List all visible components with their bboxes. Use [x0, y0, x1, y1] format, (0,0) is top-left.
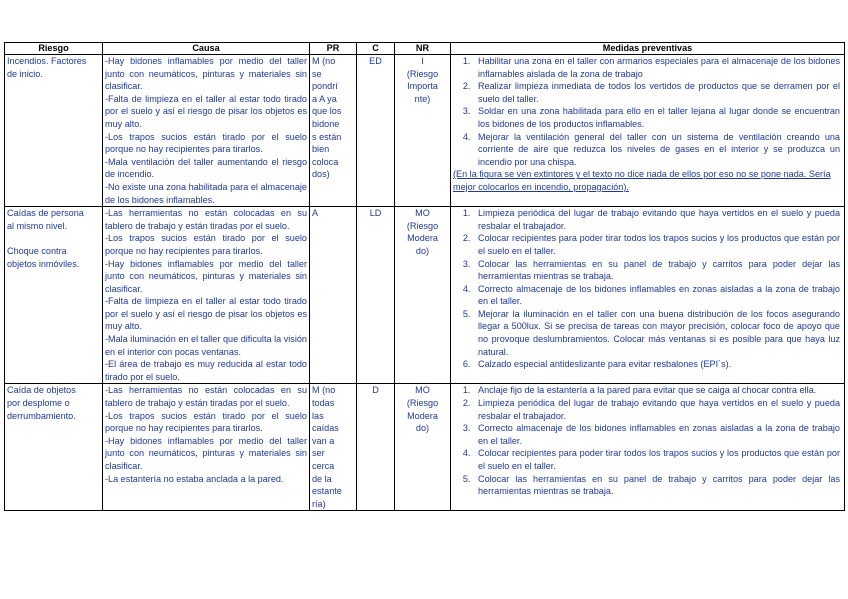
medida-item: 2. Limpieza periódica del lugar de trabajo evitando que haya vertidos en el suelo y pueda resbalar el trabajador. [473, 397, 840, 422]
nr-line: do) [415, 423, 430, 434]
c-cell: ED [357, 55, 395, 207]
nr-line: Modera [407, 233, 438, 244]
pr-line: pondrí [312, 81, 338, 92]
medidas-cell [451, 384, 845, 511]
medida-item: 5. Colocar las herramientas en su panel de trabajo y carritos para poder dejar las herramientas mientras se trabaja. [473, 473, 840, 498]
medida-item: 2. Realizar limpieza inmediata de todos los vertidos de productos que se derramen por el suelo del taller. [473, 80, 840, 105]
header-medidas: Medidas preventivas [451, 43, 845, 55]
medida-item: 2. Colocar recipientes para poder tirar todos los trapos sucios y los productos que están por el suelo en el taller. [473, 232, 840, 257]
riesgo-cell [5, 384, 103, 511]
nr-line: Importa [407, 81, 438, 92]
medida-item: 3. Correcto almacenaje de los bidones inflamables en zonas aisladas a la zona de trabajo en el taller. [473, 422, 840, 447]
risk-assessment-table [4, 42, 845, 511]
nr-line: nte) [414, 93, 431, 104]
pr-line: A [312, 208, 319, 219]
causa-item: -Mala iluminación en el taller que dificulta la visión en el interior con pocas ventanas. [105, 334, 307, 357]
medidas-cell [451, 207, 845, 384]
pr-line: s están [312, 131, 342, 142]
nr-line: MO [415, 385, 430, 396]
medidas-cell [451, 55, 845, 207]
pr-line: a A ya [312, 93, 337, 104]
pr-line: estante [312, 486, 342, 497]
nr-cell [395, 384, 451, 511]
nr-cell [395, 207, 451, 384]
nr-line: (Riesgo [406, 68, 439, 79]
causa-item: -Los trapos sucios están tirado por el suelo porque no hay recipientes para tirarlos. [105, 131, 307, 155]
table-row [5, 384, 845, 511]
riesgo-line: Choque contra [7, 245, 67, 256]
pr-line: las [312, 410, 324, 421]
medida-item: 5. Mejorar la iluminación en el taller con una buena distribución de los focos asegurando llegar a 500lux. Si se precisa de tareas con mayor precisión, colocar foco de apoyo que no provoque deslumbramientos. Colocar más ventanas si es posible para que haya luz natural. [473, 308, 840, 358]
header-c: C [357, 43, 395, 55]
causa-item: -No existe una zona habilitada para el almacenaje de los bidones inflamables. [105, 181, 307, 205]
causa-item: -Hay bidones inflamables por medio del taller junto con neumáticos, pinturas y materiales sin clasificar. [105, 56, 307, 92]
riesgo-cell [5, 55, 103, 207]
c-cell: D [357, 384, 395, 511]
medida-item: 4. Mejorar la ventilación general del taller con un sistema de ventilación creando una corriente de aire que reduzca los niveles de gases en el interior y se produzca un incendio por una chispa. [473, 131, 840, 169]
pr-line: se [312, 68, 322, 79]
table-header-row [5, 43, 845, 55]
header-nr: NR [395, 43, 451, 55]
riesgo-line: de inicio. [7, 68, 43, 79]
causa-item: -Hay bidones inflamables por medio del taller junto con neumáticos, pinturas y materiales sin clasificar. [105, 258, 307, 294]
riesgo-line: al mismo nivel. [7, 220, 68, 231]
table-row [5, 207, 845, 384]
riesgo-cell [5, 207, 103, 384]
header-riesgo: Riesgo [5, 43, 103, 55]
pr-line: que los [312, 106, 342, 117]
medida-item: 4. Correcto almacenaje de los bidones inflamables en zonas aisladas a la zona de trabajo en el taller. [473, 283, 840, 308]
header-causa: Causa [103, 43, 310, 55]
riesgo-line: Caída de objetos [7, 385, 76, 396]
medida-item: 4. Colocar recipientes para poder tirar todos los trapos sucios y los productos que están por el suelo en el taller. [473, 447, 840, 472]
pr-line: M (no [312, 56, 336, 66]
causa-cell [103, 55, 310, 207]
causa-item: -Los trapos sucios están tirado por el suelo porque no hay recipientes para tirarlos. [105, 233, 307, 256]
nr-line: (Riesgo [406, 220, 439, 231]
nr-line: do) [415, 245, 430, 256]
pr-cell [310, 207, 357, 384]
pr-cell [310, 55, 357, 207]
riesgo-line: Incendios. Factores [7, 56, 87, 66]
pr-line: de la [312, 473, 332, 484]
pr-line: dos) [312, 169, 330, 180]
medidas-list [453, 384, 840, 497]
riesgo-line: derrumbamiento. [7, 410, 76, 421]
table-body [5, 55, 845, 511]
pr-line: ría) [312, 498, 326, 509]
table-row [5, 55, 845, 207]
medidas-note: (En la figura se ven extintores y el texto no dice nada de ellos por eso no se pone nada. Sería mejor colocarlos en incendio, propagación). [453, 169, 831, 192]
medida-item: 1. Habilitar una zona en el taller con armarios especiales para el almacenaje de los bidones inflamables aislada de la zona de trabajo [473, 55, 840, 80]
pr-line: bien [312, 144, 330, 155]
nr-line: (Riesgo [406, 398, 439, 409]
pr-cell [310, 384, 357, 511]
document-page [4, 42, 844, 511]
medida-item: 1. Limpieza periódica del lugar de trabajo evitando que haya vertidos en el suelo y pueda resbalar el trabajador. [473, 207, 840, 232]
pr-line: cerca [312, 461, 335, 471]
riesgo-line: por desplome o [7, 398, 70, 409]
medida-item: 1. Anclaje fijo de la estantería a la pared para evitar que se caiga al chocar contra ella. [473, 384, 840, 397]
riesgo-line: objetos inmóviles. [7, 258, 80, 269]
c-cell: LD [357, 207, 395, 384]
medidas-list [453, 55, 840, 168]
pr-line: M (no [312, 385, 336, 396]
causa-item: -Falta de limpieza en el taller al estar todo tirado por el suelo y así el riesgo de pisar los objetos es muy alto. [105, 296, 307, 332]
pr-line: van a [312, 435, 335, 446]
pr-line: todas [312, 398, 335, 409]
riesgo-line [7, 232, 100, 245]
riesgo-line: Caídas de persona [7, 208, 84, 219]
nr-line: MO [415, 208, 430, 219]
pr-line: coloca [312, 156, 339, 167]
causa-item: -El área de trabajo es muy reducida al estar todo tirado por el suelo. [105, 359, 307, 382]
causa-cell [103, 207, 310, 384]
causa-item: -Hay bidones inflamables por medio del taller junto con neumáticos, pinturas y materiales sin clasificar. [105, 435, 307, 471]
pr-line: ser [312, 448, 325, 459]
causa-item: -Las herramientas no están colocadas en su tablero de trabajo y están tiradas por el suelo. [105, 385, 307, 409]
nr-line: I [421, 56, 424, 66]
nr-cell [395, 55, 451, 207]
causa-item: -La estantería no estaba anclada a la pared. [105, 473, 284, 484]
causa-item: -Las herramientas no están colocadas en su tablero de trabajo y están tiradas por el suelo. [105, 208, 307, 231]
causa-item: -Falta de limpieza en el taller al estar todo tirado por el suelo y así el riesgo de pisar los objetos es muy alto. [105, 93, 307, 129]
medida-item: 3. Soldar en una zona habilitada para ello en el taller lejana al lugar donde se encuentran los bidones de los productos inflamables. [473, 105, 840, 130]
nr-line: Modera [407, 410, 438, 421]
pr-line: bidone [312, 118, 340, 129]
medidas-list [453, 207, 840, 371]
causa-item: -Los trapos sucios están tirado por el suelo porque no hay recipientes para tirarlos. [105, 410, 307, 434]
medida-item: 3. Colocar las herramientas en su panel de trabajo y carritos para poder dejar las herramientas mientras se trabaja. [473, 258, 840, 283]
causa-item: -Mala ventilación del taller aumentando el riesgo de incendio. [105, 156, 307, 180]
medida-item: 6. Calzado especial antideslizante para evitar resbalones (EPI´s). [473, 358, 840, 371]
causa-cell [103, 384, 310, 511]
pr-line: caídas [312, 423, 339, 434]
header-pr: PR [310, 43, 357, 55]
